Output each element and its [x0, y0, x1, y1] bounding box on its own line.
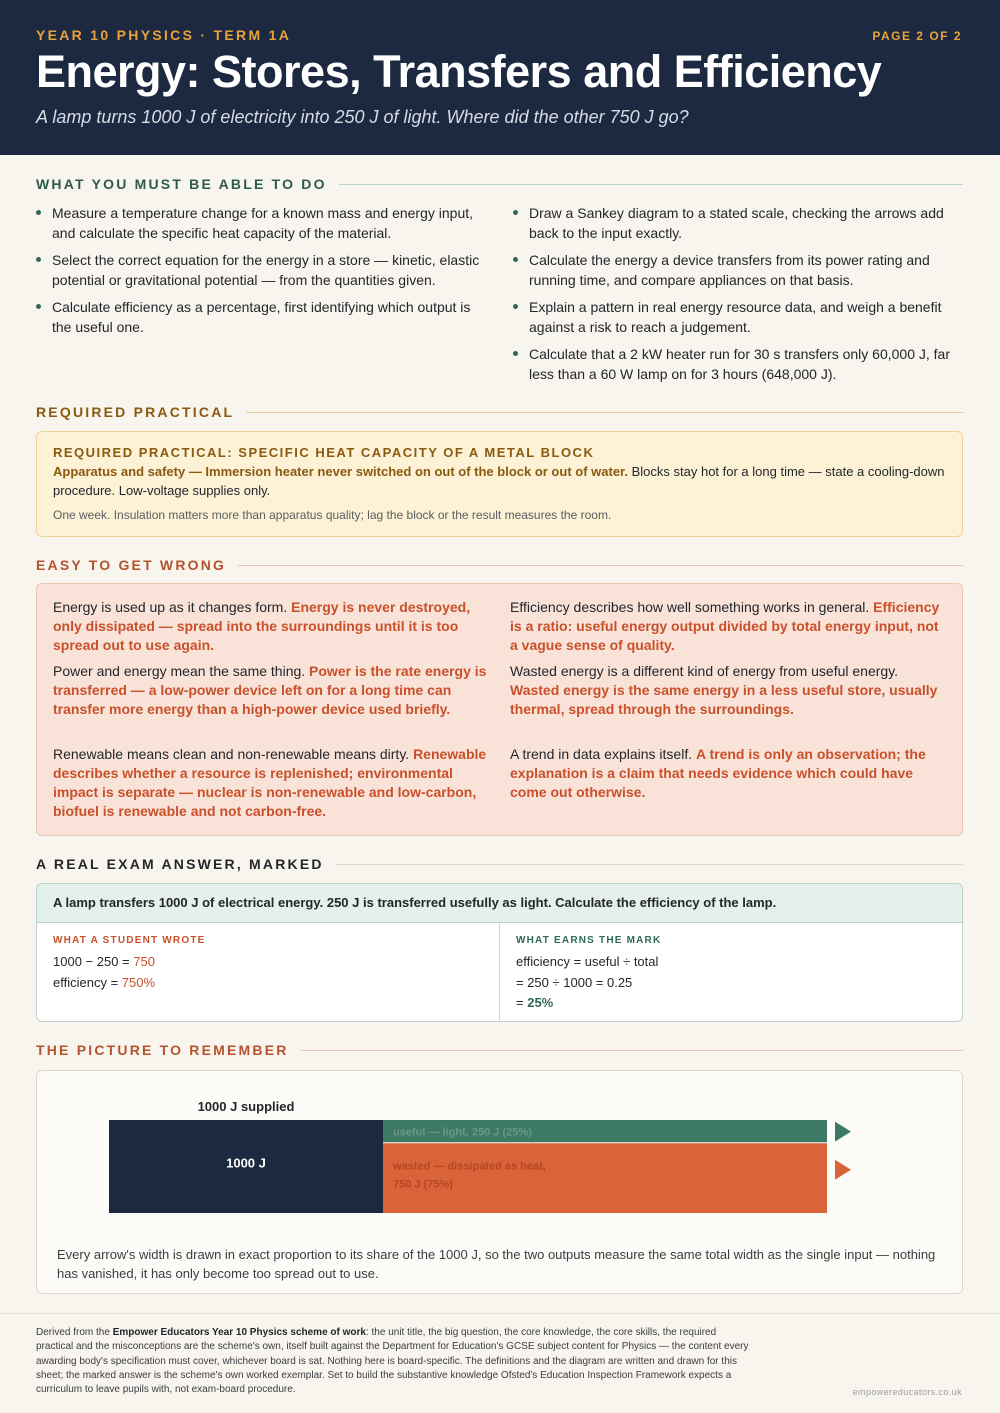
bullet-icon [513, 210, 518, 215]
exam-heading-label: A REAL EXAM ANSWER, MARKED [36, 856, 324, 872]
practical-box [36, 431, 963, 537]
skill-item: Calculate the energy a device transfers from its power rating and running time, and compare appliances on that basis. [513, 251, 965, 290]
skill-item: Select the correct equation for the energy in a store — kinetic, elastic potential or gravitational potential — from the quantities given. [36, 251, 481, 290]
skill-item: Calculate that a 2 kW heater run for 30 s transfers only 60,000 J, far less than a 60 W lamp on for 3 hours (648,000 J). [513, 345, 965, 384]
picture-heading [36, 1040, 963, 1060]
student-answer [37, 923, 500, 1022]
mark-line: = 25% [516, 995, 554, 1010]
picture-heading-rule [301, 1050, 963, 1051]
exam-box [36, 883, 963, 1022]
safety-text: Blocks stay hot for a long time — state a cooling-down procedure. Low-voltage supplies only. [53, 464, 945, 498]
misconception-item: Energy is used up as it changes form. Energy is never destroyed, only dissipated — spread into the surroundings until it is too spread out to use again. [53, 599, 471, 653]
practical-note: One week. Insulation matters more than apparatus quality; lag the block or the result measures the room. [53, 508, 612, 522]
picture-caption: Every arrow's width is drawn in exact proportion to its share of the 1000 J, so the two outputs measure the same total width as the single input — nothing has vanished, it has only become too spread out to use. [57, 1247, 936, 1281]
skill-item: Calculate efficiency as a percentage, first identifying which output is the useful one. [36, 298, 481, 337]
exam-question: A lamp transfers 1000 J of electrical energy. 250 J is transferred usefully as light. Calculate the efficiency of the lamp. [37, 884, 962, 923]
student-line: 1000 − 250 = 750 [53, 954, 155, 969]
footer-source: Empower Educators Year 10 Physics scheme of work [112, 1327, 366, 1338]
sankey-diagram [37, 1071, 962, 1241]
bullet-icon [36, 210, 41, 215]
page-subtitle: A lamp turns 1000 J of electricity into 250 J of light. Where did the other 750 J go? [36, 107, 689, 127]
page-title: Energy: Stores, Transfers and Efficiency [36, 46, 882, 97]
misconception-item: A trend in data explains itself. A trend is only an observation; the explanation is a claim that needs evidence which could have come out otherwise. [510, 746, 926, 800]
page-number: PAGE 2 OF 2 [872, 29, 962, 43]
misconceptions-heading-rule [238, 565, 963, 566]
bullet-icon [36, 257, 41, 262]
footer-url[interactable]: empowereducators.co.uk [852, 1387, 962, 1397]
picture-box [36, 1070, 963, 1294]
skills-heading [36, 174, 963, 194]
sankey-useful-label: useful — light, 250 J (25%) [393, 1126, 532, 1139]
sankey-wasted-label: wasted — dissipated as heat, [393, 1160, 546, 1173]
course-kicker: YEAR 10 PHYSICS · TERM 1A [36, 27, 292, 43]
misconception-item: Power and energy mean the same thing. Power is the rate energy is transferred — a low-power device left on for a long time can transfer more energy than a high-power device used briefly. [53, 663, 487, 717]
skills-heading-label: WHAT YOU MUST BE ABLE TO DO [36, 176, 327, 192]
misconception-item: Renewable means clean and non-renewable means dirty. Renewable describes whether a resource is replenished; environmental impact is separate — nuclear is non-renewable and low-carbon, biofuel is renewable and not carbon-free. [53, 746, 487, 819]
skills-heading-rule [339, 184, 963, 185]
practical-safety [53, 463, 946, 500]
bullet-icon [36, 304, 41, 309]
footer-text: Derived from the Empower Educators Year 10 Physics scheme of work: the unit title, the big question, the core knowledge, the core skills, the required practical and the misconceptions are the scheme's own, itself built against the Department for Education's GCSE subject content for Physics — the content every awarding body's specification must cover, whichever board is sat. Nothing here is board-specific. The definitions and the diagram are written and drawn for this sheet; the marked answer is the scheme's own worked exemplar. Set to build the substantive knowledge Ofsted's Education Inspection Framework expects a curriculum to leave pupils with, not exam-board procedure. [36, 1327, 749, 1396]
skills-list-right [513, 204, 965, 392]
picture-heading-label: THE PICTURE TO REMEMBER [36, 1042, 289, 1058]
bullet-icon [513, 351, 518, 356]
page-header [0, 0, 1000, 155]
misconception-item: Efficiency describes how well something works in general. Efficiency is a ratio: useful energy output divided by total energy input, not a vague sense of quality. [510, 599, 940, 653]
misconceptions-box [36, 583, 963, 836]
skill-item: Draw a Sankey diagram to a stated scale, checking the arrows add back to the input exactly. [513, 204, 965, 243]
misconceptions-heading [36, 555, 963, 575]
page-footer [0, 1313, 1000, 1413]
bullet-icon [513, 304, 518, 309]
skill-item: Measure a temperature change for a known mass and energy input, and calculate the specific heat capacity of the material. [36, 204, 481, 243]
mark-scheme [500, 923, 963, 1022]
mark-line: = 250 ÷ 1000 = 0.25 [516, 974, 633, 990]
student-line: efficiency = 750% [53, 974, 156, 990]
practical-title: REQUIRED PRACTICAL: SPECIFIC HEAT CAPACITY OF A METAL BLOCK [53, 445, 595, 460]
skill-item: Explain a pattern in real energy resource data, and weigh a benefit against a risk to reach a judgement. [513, 298, 965, 337]
sankey-input-label: 1000 J [226, 1155, 266, 1171]
sankey-supplied-label: 1000 J supplied [197, 1099, 295, 1114]
bullet-icon [513, 257, 518, 262]
misconceptions-heading-label: EASY TO GET WRONG [36, 557, 227, 573]
wasted-arrow-icon [835, 1160, 851, 1180]
sankey-wasted-value: 750 J (75%) [393, 1178, 453, 1191]
practical-heading [36, 402, 963, 422]
practical-heading-rule [246, 412, 963, 413]
mark-scheme-heading: WHAT EARNS THE MARK [516, 935, 662, 946]
safety-label: Apparatus and safety — Immersion heater never switched on out of the block or out of water. [53, 464, 628, 479]
practical-heading-label: REQUIRED PRACTICAL [36, 404, 235, 420]
misconception-item: Wasted energy is a different kind of energy from useful energy. Wasted energy is the same energy in a less useful store, usually thermal, spread through the surroundings. [510, 663, 938, 717]
skills-list-left [36, 204, 481, 345]
mark-line: efficiency = useful ÷ total [516, 954, 659, 969]
student-answer-heading: WHAT A STUDENT WROTE [53, 935, 206, 946]
useful-arrow-icon [835, 1122, 851, 1142]
exam-heading [36, 854, 963, 874]
exam-heading-rule [336, 864, 963, 865]
